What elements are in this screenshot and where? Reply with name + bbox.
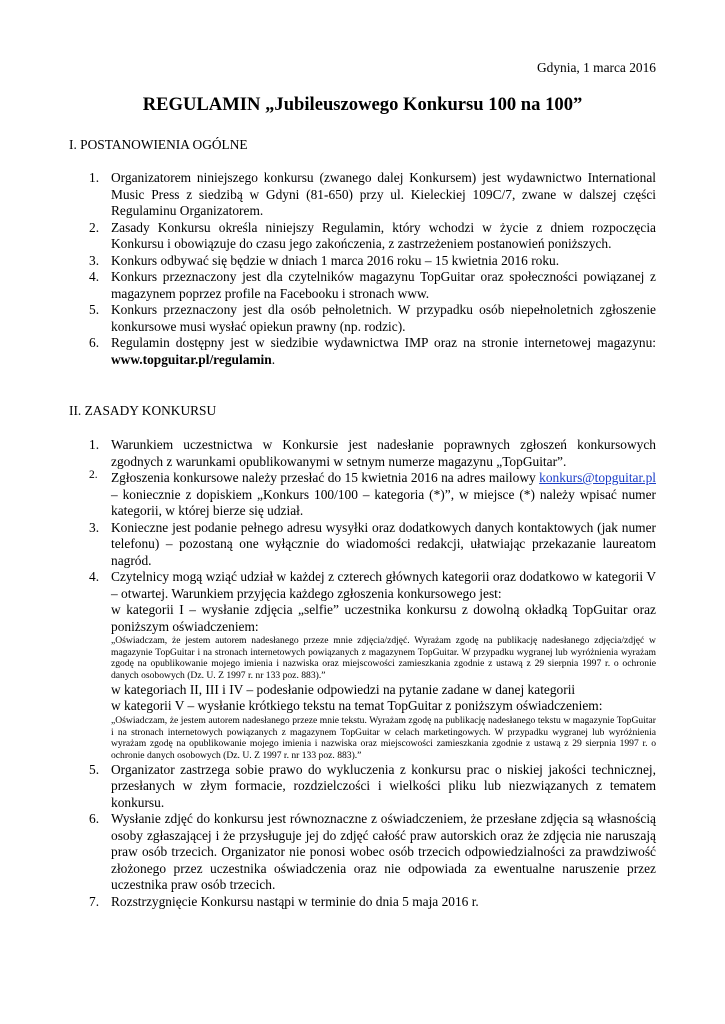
list-item — [69, 569, 656, 762]
item-number: 6. — [89, 811, 100, 827]
general-provisions-list — [69, 170, 656, 368]
category-1-text: w kategorii I – wysłanie zdjęcia „selfie” uczestnika konkursu z dowolną okładką TopGuitar oraz poniższym oświadczeniem: — [111, 602, 656, 634]
list-item — [69, 470, 656, 520]
item-text: Warunkiem uczestnictwa w Konkursie jest nadesłanie poprawnych zgłoszeń konkursowych zgodnych z warunkami opublikowanymi w setnym numerze magazynu „TopGuitar”. — [111, 437, 656, 469]
section-heading-general: I. POSTANOWIENIA OGÓLNE — [69, 137, 248, 152]
item-number: 4. — [89, 269, 100, 284]
list-item — [69, 335, 656, 368]
list-item — [69, 269, 656, 302]
item-number: 2. — [89, 469, 98, 481]
list-item — [69, 520, 656, 570]
document-title: REGULAMIN „Jubileuszowego Konkursu 100 na 100” — [142, 94, 583, 115]
item-text: Organizatorem niniejszego konkursu (zwanego dalej Konkursem) jest wydawnictwo International Music Press z siedzibą w Gdyni (81-650) przy ul. Kieleckiej 109C/7, zwane w dalszej części Regulaminu Organizatorem. — [111, 170, 656, 218]
item-text: Zasady Konkursu określa niniejszy Regulamin, który wchodzi w życie z dniem rozpoczęcia Konkursu i obowiązuje do czasu jego zakończenia, z zastrzeżeniem postanowień poniższych. — [111, 219, 656, 251]
contest-rules-list — [69, 437, 656, 910]
list-item — [69, 170, 656, 220]
item-text: Konkurs przeznaczony jest dla czytelników magazynu TopGuitar oraz społeczności powiązanej z magazynem poprzez profile na Facebooku i stronach www. — [111, 269, 656, 301]
document-date: Gdynia, 1 marca 2016 — [537, 60, 656, 75]
section-heading-rules: II. ZASADY KONKURSU — [69, 403, 217, 418]
item-text: Organizator zastrzega sobie prawo do wykluczenia z konkursu prac o niskiej jakości technicznej, przesłanych w złym formacie, rozdzielczości i wielkości pliku lub niezwiązanych z tematem konkursu. — [111, 761, 656, 810]
item-number: 5. — [89, 761, 100, 777]
item-number: 4. — [89, 569, 100, 584]
item-text-end: . — [271, 351, 276, 367]
list-item — [69, 811, 656, 894]
item-text: Wysłanie zdjęć do konkursu jest równoznaczne z oświadczeniem, że przesłane zdjęcia są własnością osoby zgłaszającej i że przysługuje jej do zdjęć całość praw autorskich oraz że zdjęcia nie naruszają praw osób trzecich. Organizator nie ponosi wobec osób trzecich odpowiedzialności za prawdziwość złożonego przez uczestnika oświadczenia oraz nie odpowiada za ewentualne naruszenie przez uczestnika praw osób trzecich. — [111, 811, 656, 893]
list-item — [69, 253, 656, 270]
category-2-4-text: w kategoriach II, III i IV – podesłanie odpowiedzi na pytanie zadane w danej kategorii — [111, 681, 576, 697]
item-text: Konkurs przeznaczony jest dla osób pełnoletnich. W przypadku osób niepełnoletnich zgłoszenie konkursowe musi wysłać opiekun prawny (np. rodzic). — [111, 302, 656, 334]
item-text: Konkurs odbywać się będzie w dniach 1 marca 2016 roku – 15 kwietnia 2016 roku. — [111, 252, 560, 268]
category-5-text: w kategorii V – wysłanie krótkiego tekstu na temat TopGuitar z poniższym oświadczeniem: — [111, 698, 603, 714]
item-text: Czytelnicy mogą wziąć udział w każdej z czterech głównych kategorii oraz dodatkowo w kategorii V – otwartej. Warunkiem przyjęcia każdego zgłoszenia konkursowego jest: — [111, 569, 656, 601]
item-text: Rozstrzygnięcie Konkursu nastąpi w terminie do dnia 5 maja 2016 r. — [111, 893, 479, 909]
item-text: Regulamin dostępny jest w siedzibie wydawnictwa IMP oraz na stronie internetowej magazynu: — [111, 335, 656, 350]
item-number: 7. — [89, 893, 100, 909]
list-item — [69, 894, 656, 911]
item-text: Konieczne jest podanie pełnego adresu wysyłki oraz dodatkowych danych kontaktowych (jak numer telefonu) – pozostaną one wyłącznie do wiadomości redakcji, ułatwiając przekazanie laureatom nagród. — [111, 519, 656, 568]
item-number: 3. — [89, 519, 100, 535]
list-item — [69, 302, 656, 335]
item-number: 3. — [89, 252, 100, 268]
item-number: 2. — [89, 219, 100, 235]
item-number: 6. — [89, 335, 100, 350]
contest-email-link[interactable]: konkurs@topguitar.pl — [539, 470, 656, 485]
list-item — [69, 762, 656, 812]
regulation-url: www.topguitar.pl/regulamin — [111, 351, 272, 367]
item-text-end: – koniecznie z dopiskiem „Konkurs 100/100 – kategoria (*)”, w miejsce (*) należy wpisać numer kategorii, w której bierze się udział. — [111, 486, 656, 518]
item-number: 1. — [89, 170, 100, 185]
item-number: 5. — [89, 302, 100, 317]
text-statement: „Oświadczam, że jestem autorem nadesłanego przeze mnie tekstu. Wyrażam zgodę na publikację nadesłanego tekstu w magazynie TopGuitar i na stronach internetowych powiązanych z magazynem TopGuitar w celach marketingowych. W przypadku wygranej lub wyróżnienia wyrażam zgodę na opublikowanie mojego imienia i nazwiska oraz miejscowości zamieszkania zgodnie z ustawą z 29 sierpnia 1997 r. o ochronie danych osobowych (Dz. U. Z 1997 r. nr 133 poz. 883).” — [111, 714, 656, 761]
selfie-statement: „Oświadczam, że jestem autorem nadesłanego przeze mnie zdjęcia/zdjęć. Wyrażam zgodę na publikację nadesłanego zdjęcia/zdjęć w magazynie TopGuitar i na stronach internetowych powiązanych z magazynem TopGuitar. W przypadku wygranej lub wyróżnienia wyrażam zgodę na opublikowanie mojego imienia i nazwiska oraz miejscowości zamieszkania zgodnie z ustawą z 29 sierpnia 1997 r. o ochronie danych osobowych (Dz. U. Z 1997 r. nr 133 poz. 883).” — [111, 635, 656, 682]
item-number: 1. — [89, 437, 100, 452]
list-item — [69, 220, 656, 253]
item-text: Zgłoszenia konkursowe należy przesłać do 15 kwietnia 2016 na adres mailowy — [111, 470, 540, 485]
list-item — [69, 437, 656, 470]
